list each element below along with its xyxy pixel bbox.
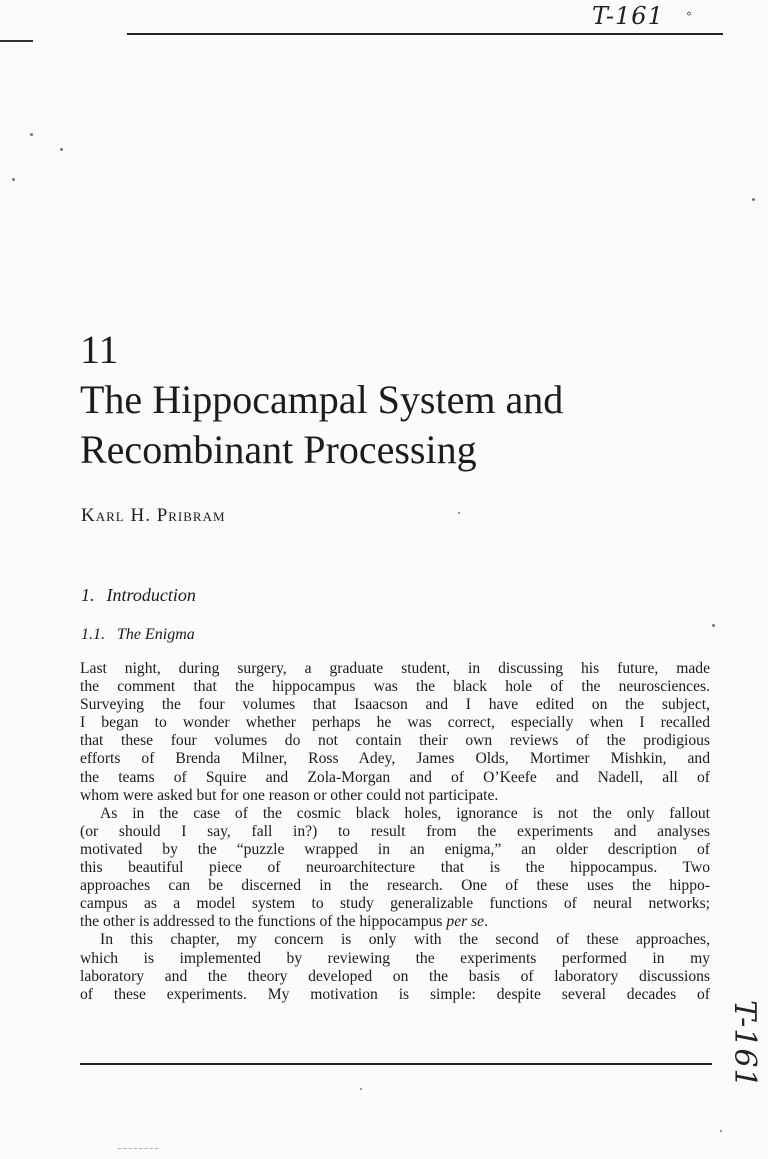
paragraph-2 [80, 805, 710, 932]
top-rule [127, 33, 723, 35]
scan-speck [360, 1088, 362, 1090]
text-line: I began to wonder whether perhaps he was correct, especially when I recalled [80, 714, 710, 732]
text-line: of these experiments. My motivation is simple: despite several decades of [80, 985, 710, 1003]
italic-term: per se [446, 913, 485, 931]
text-line: campus as a model system to study generalizable functions of neural networks; [80, 895, 710, 913]
text-line: laboratory and the theory developed on the basis of laboratory discussions [80, 967, 710, 985]
handwritten-annotation-side-wrap [728, 1000, 764, 1090]
chapter-number: 11 [80, 327, 119, 372]
chapter-title-line-1: The Hippocampal System and [80, 377, 564, 422]
text-line: that these four volumes do not contain their own reviews of the prodigious [80, 732, 710, 750]
text-fragment: . [484, 913, 488, 931]
bottom-rule [80, 1063, 712, 1065]
text-line: the teams of Squire and Zola-Morgan and of O’Keefe and Nadell, all of [80, 768, 710, 786]
scan-speck [720, 1130, 722, 1132]
text-line: which is implemented by reviewing the experiments performed in my [80, 949, 710, 967]
subsection-title: The Enigma [117, 626, 195, 643]
text-line: Last night, during surgery, a graduate student, in discussing his future, made [80, 660, 710, 677]
scan-speck [458, 512, 460, 514]
scan-speck [712, 624, 715, 627]
body-text [80, 660, 710, 1004]
text-line: efforts of Brenda Milner, Ross Adey, James Olds, Mortimer Mishkin, and [80, 750, 710, 768]
author-name: Karl H. Pribram [81, 505, 226, 526]
chapter-title-line-2: Recombinant Processing [80, 427, 477, 472]
text-line: In this chapter, my concern is only with the second of these approaches, [100, 931, 710, 949]
scan-speck [12, 178, 15, 181]
annotation-dot: ° [686, 10, 692, 24]
text-line [80, 913, 710, 931]
subsection-heading [81, 626, 195, 644]
text-line: Surveying the four volumes that Isaacson and I have edited on the subject, [80, 696, 710, 714]
section-number: 1. [81, 585, 95, 605]
scan-speck [60, 148, 63, 151]
section-heading [81, 585, 196, 606]
scan-speck [752, 198, 755, 201]
text-line: As in the case of the cosmic black holes, ignorance is not the only fallout [100, 804, 710, 822]
handwritten-annotation-top: T-161 [592, 2, 664, 30]
text-line: the comment that the hippocampus was the black hole of the neurosciences. [80, 678, 710, 696]
scan-margin-mark [0, 40, 33, 42]
paragraph-1 [80, 660, 710, 805]
handwritten-annotation-side: T-161 [727, 1000, 762, 1089]
section-title: Introduction [106, 585, 196, 605]
text-line: motivated by the “puzzle wrapped in an enigma,” an older description of [80, 840, 710, 858]
chapter-title [80, 375, 720, 475]
paragraph-3 [80, 931, 710, 1003]
text-line: this beautiful piece of neuroarchitecture that is the hippocampus. Two [80, 859, 710, 877]
text-line: approaches can be discerned in the research. One of these uses the hippo- [80, 877, 710, 895]
scan-margin-mark [118, 1148, 158, 1149]
text-line: (or should I say, fall in?) to result from the experiments and analyses [80, 822, 710, 840]
scan-speck [30, 133, 33, 136]
text-line: whom were asked but for one reason or other could not participate. [80, 786, 499, 804]
text-fragment: the other is addressed to the functions of the hippocampus [80, 913, 443, 931]
subsection-number: 1.1. [81, 626, 105, 643]
